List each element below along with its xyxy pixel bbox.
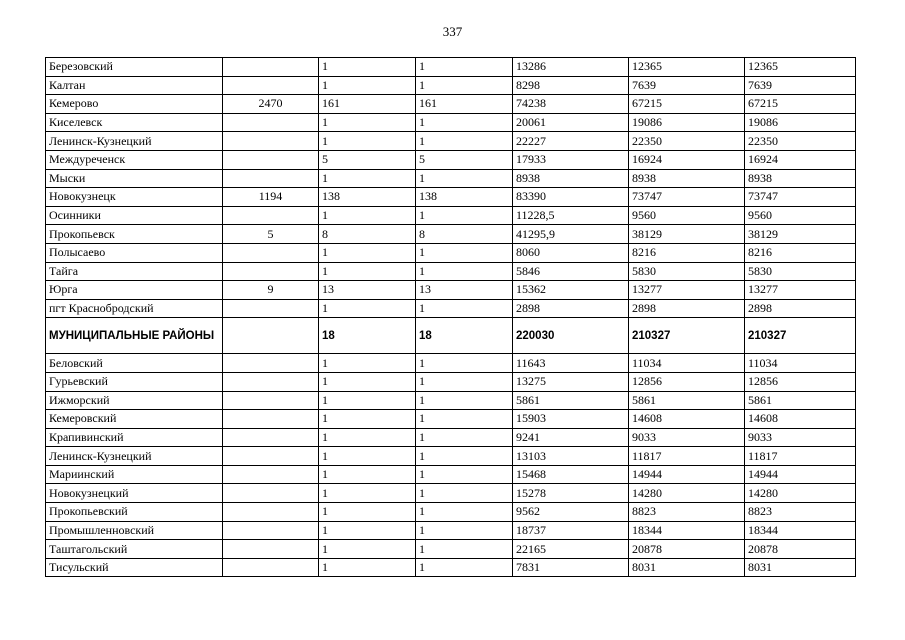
value-cell-6: 210327 xyxy=(745,318,856,354)
value-cell-3: 5 xyxy=(416,150,513,169)
value-cell-4: 13103 xyxy=(513,447,629,466)
value-cell-4: 15278 xyxy=(513,484,629,503)
value-cell-3: 1 xyxy=(416,262,513,281)
value-cell-5: 20878 xyxy=(629,540,745,559)
value-cell-6: 12365 xyxy=(745,58,856,77)
value-cell-3: 138 xyxy=(416,188,513,207)
table-row xyxy=(46,243,856,262)
data-table xyxy=(45,57,856,577)
value-cell-5: 12856 xyxy=(629,372,745,391)
value-cell-4: 8938 xyxy=(513,169,629,188)
value-cell-4: 18737 xyxy=(513,521,629,540)
value-cell-2: 1 xyxy=(319,206,416,225)
table-row xyxy=(46,281,856,300)
territory-name-cell: Калтан xyxy=(46,76,223,95)
territory-name-cell: Новокузнецк xyxy=(46,188,223,207)
value-cell-1 xyxy=(223,150,319,169)
territory-name-cell: Междуреченск xyxy=(46,150,223,169)
value-cell-2: 1 xyxy=(319,132,416,151)
value-cell-4: 15362 xyxy=(513,281,629,300)
value-cell-3: 1 xyxy=(416,465,513,484)
value-cell-3: 1 xyxy=(416,113,513,132)
table-row xyxy=(46,299,856,318)
value-cell-3: 1 xyxy=(416,428,513,447)
value-cell-3: 1 xyxy=(416,169,513,188)
territory-name-cell: Тайга xyxy=(46,262,223,281)
table-row xyxy=(46,447,856,466)
table-row xyxy=(46,76,856,95)
table-row xyxy=(46,428,856,447)
value-cell-4: 5846 xyxy=(513,262,629,281)
value-cell-3: 1 xyxy=(416,521,513,540)
table-row xyxy=(46,225,856,244)
value-cell-2: 1 xyxy=(319,428,416,447)
value-cell-5: 22350 xyxy=(629,132,745,151)
value-cell-4: 17933 xyxy=(513,150,629,169)
value-cell-5: 210327 xyxy=(629,318,745,354)
value-cell-5: 2898 xyxy=(629,299,745,318)
value-cell-5: 16924 xyxy=(629,150,745,169)
value-cell-1 xyxy=(223,299,319,318)
value-cell-6: 8031 xyxy=(745,558,856,577)
value-cell-3: 18 xyxy=(416,318,513,354)
value-cell-3: 1 xyxy=(416,540,513,559)
value-cell-1 xyxy=(223,169,319,188)
value-cell-2: 18 xyxy=(319,318,416,354)
value-cell-3: 1 xyxy=(416,484,513,503)
territory-name-cell: Мариинский xyxy=(46,465,223,484)
value-cell-5: 12365 xyxy=(629,58,745,77)
table-body xyxy=(46,58,856,577)
value-cell-5: 5861 xyxy=(629,391,745,410)
table-row xyxy=(46,150,856,169)
value-cell-4: 9562 xyxy=(513,503,629,522)
value-cell-4: 13275 xyxy=(513,372,629,391)
value-cell-5: 7639 xyxy=(629,76,745,95)
value-cell-5: 9560 xyxy=(629,206,745,225)
value-cell-6: 5861 xyxy=(745,391,856,410)
value-cell-6: 13277 xyxy=(745,281,856,300)
value-cell-4: 22227 xyxy=(513,132,629,151)
value-cell-5: 9033 xyxy=(629,428,745,447)
value-cell-1: 2470 xyxy=(223,95,319,114)
territory-name-cell: Беловский xyxy=(46,354,223,373)
territory-name-cell: Прокопьевский xyxy=(46,503,223,522)
value-cell-4: 9241 xyxy=(513,428,629,447)
value-cell-6: 19086 xyxy=(745,113,856,132)
value-cell-1 xyxy=(223,447,319,466)
value-cell-2: 1 xyxy=(319,113,416,132)
value-cell-1 xyxy=(223,58,319,77)
value-cell-3: 1 xyxy=(416,354,513,373)
table-row xyxy=(46,113,856,132)
territory-name-cell: Березовский xyxy=(46,58,223,77)
value-cell-3: 13 xyxy=(416,281,513,300)
value-cell-6: 14944 xyxy=(745,465,856,484)
value-cell-1: 1194 xyxy=(223,188,319,207)
value-cell-5: 38129 xyxy=(629,225,745,244)
value-cell-2: 1 xyxy=(319,169,416,188)
value-cell-1 xyxy=(223,484,319,503)
value-cell-3: 1 xyxy=(416,243,513,262)
table-row xyxy=(46,521,856,540)
value-cell-2: 1 xyxy=(319,484,416,503)
value-cell-2: 1 xyxy=(319,558,416,577)
table-row xyxy=(46,503,856,522)
value-cell-4: 8060 xyxy=(513,243,629,262)
value-cell-1 xyxy=(223,206,319,225)
value-cell-1 xyxy=(223,465,319,484)
value-cell-4: 22165 xyxy=(513,540,629,559)
value-cell-1 xyxy=(223,262,319,281)
value-cell-3: 1 xyxy=(416,76,513,95)
page-number: 337 xyxy=(442,24,463,39)
value-cell-1 xyxy=(223,372,319,391)
value-cell-4: 41295,9 xyxy=(513,225,629,244)
value-cell-4: 8298 xyxy=(513,76,629,95)
table-row xyxy=(46,465,856,484)
table-row xyxy=(46,262,856,281)
territory-name-cell: Прокопьевск xyxy=(46,225,223,244)
value-cell-1 xyxy=(223,132,319,151)
territory-name-cell: Гурьевский xyxy=(46,372,223,391)
value-cell-2: 138 xyxy=(319,188,416,207)
territory-name-cell: Киселевск xyxy=(46,113,223,132)
table-row xyxy=(46,188,856,207)
value-cell-6: 8216 xyxy=(745,243,856,262)
value-cell-4: 20061 xyxy=(513,113,629,132)
value-cell-3: 8 xyxy=(416,225,513,244)
value-cell-1 xyxy=(223,410,319,429)
value-cell-1 xyxy=(223,354,319,373)
value-cell-2: 1 xyxy=(319,372,416,391)
value-cell-5: 14280 xyxy=(629,484,745,503)
value-cell-2: 1 xyxy=(319,521,416,540)
value-cell-4: 5861 xyxy=(513,391,629,410)
value-cell-2: 1 xyxy=(319,447,416,466)
value-cell-3: 1 xyxy=(416,299,513,318)
table-row xyxy=(46,318,856,354)
territory-name-cell: Осинники xyxy=(46,206,223,225)
value-cell-6: 12856 xyxy=(745,372,856,391)
value-cell-5: 19086 xyxy=(629,113,745,132)
territory-name-cell: Кемеровский xyxy=(46,410,223,429)
value-cell-1 xyxy=(223,428,319,447)
value-cell-5: 5830 xyxy=(629,262,745,281)
value-cell-5: 67215 xyxy=(629,95,745,114)
value-cell-3: 1 xyxy=(416,410,513,429)
value-cell-5: 8216 xyxy=(629,243,745,262)
value-cell-5: 8938 xyxy=(629,169,745,188)
territory-name-cell: МУНИЦИПАЛЬНЫЕ РАЙОНЫ xyxy=(46,318,223,354)
table-row xyxy=(46,354,856,373)
value-cell-4: 74238 xyxy=(513,95,629,114)
table-row xyxy=(46,206,856,225)
value-cell-1 xyxy=(223,113,319,132)
value-cell-4: 220030 xyxy=(513,318,629,354)
value-cell-1 xyxy=(223,391,319,410)
value-cell-1 xyxy=(223,540,319,559)
territory-name-cell: Таштагольский xyxy=(46,540,223,559)
value-cell-3: 1 xyxy=(416,503,513,522)
value-cell-4: 2898 xyxy=(513,299,629,318)
value-cell-3: 1 xyxy=(416,206,513,225)
territory-name-cell: Ижморский xyxy=(46,391,223,410)
value-cell-5: 11034 xyxy=(629,354,745,373)
value-cell-3: 1 xyxy=(416,558,513,577)
value-cell-1 xyxy=(223,318,319,354)
value-cell-4: 11643 xyxy=(513,354,629,373)
value-cell-3: 1 xyxy=(416,58,513,77)
value-cell-2: 1 xyxy=(319,262,416,281)
value-cell-1 xyxy=(223,76,319,95)
value-cell-5: 8031 xyxy=(629,558,745,577)
table-row xyxy=(46,58,856,77)
value-cell-6: 38129 xyxy=(745,225,856,244)
value-cell-6: 22350 xyxy=(745,132,856,151)
table-row xyxy=(46,132,856,151)
value-cell-2: 5 xyxy=(319,150,416,169)
territory-name-cell: Ленинск-Кузнецкий xyxy=(46,132,223,151)
value-cell-3: 1 xyxy=(416,372,513,391)
value-cell-3: 1 xyxy=(416,132,513,151)
value-cell-2: 1 xyxy=(319,540,416,559)
value-cell-6: 5830 xyxy=(745,262,856,281)
value-cell-2: 1 xyxy=(319,410,416,429)
value-cell-5: 8823 xyxy=(629,503,745,522)
value-cell-6: 67215 xyxy=(745,95,856,114)
value-cell-2: 1 xyxy=(319,76,416,95)
territory-name-cell: Тисульский xyxy=(46,558,223,577)
value-cell-6: 14608 xyxy=(745,410,856,429)
value-cell-2: 13 xyxy=(319,281,416,300)
value-cell-2: 1 xyxy=(319,58,416,77)
value-cell-6: 2898 xyxy=(745,299,856,318)
value-cell-6: 16924 xyxy=(745,150,856,169)
value-cell-1 xyxy=(223,243,319,262)
value-cell-6: 7639 xyxy=(745,76,856,95)
table-row xyxy=(46,95,856,114)
value-cell-2: 1 xyxy=(319,299,416,318)
value-cell-2: 1 xyxy=(319,354,416,373)
value-cell-4: 13286 xyxy=(513,58,629,77)
value-cell-6: 8938 xyxy=(745,169,856,188)
value-cell-5: 73747 xyxy=(629,188,745,207)
territory-name-cell: Кемерово xyxy=(46,95,223,114)
table-row xyxy=(46,372,856,391)
value-cell-5: 14944 xyxy=(629,465,745,484)
territory-name-cell: Крапивинский xyxy=(46,428,223,447)
table-row xyxy=(46,410,856,429)
territory-name-cell: Полысаево xyxy=(46,243,223,262)
table-row xyxy=(46,391,856,410)
value-cell-6: 11034 xyxy=(745,354,856,373)
value-cell-2: 161 xyxy=(319,95,416,114)
value-cell-6: 11817 xyxy=(745,447,856,466)
territory-name-cell: Юрга xyxy=(46,281,223,300)
value-cell-1 xyxy=(223,558,319,577)
value-cell-6: 8823 xyxy=(745,503,856,522)
value-cell-5: 11817 xyxy=(629,447,745,466)
value-cell-1 xyxy=(223,503,319,522)
value-cell-3: 161 xyxy=(416,95,513,114)
value-cell-6: 18344 xyxy=(745,521,856,540)
value-cell-5: 14608 xyxy=(629,410,745,429)
value-cell-6: 14280 xyxy=(745,484,856,503)
value-cell-3: 1 xyxy=(416,391,513,410)
territory-name-cell: Промышленновский xyxy=(46,521,223,540)
value-cell-4: 11228,5 xyxy=(513,206,629,225)
value-cell-6: 20878 xyxy=(745,540,856,559)
value-cell-2: 1 xyxy=(319,503,416,522)
value-cell-2: 1 xyxy=(319,243,416,262)
value-cell-1: 5 xyxy=(223,225,319,244)
value-cell-4: 83390 xyxy=(513,188,629,207)
territory-name-cell: Новокузнецкий xyxy=(46,484,223,503)
value-cell-5: 13277 xyxy=(629,281,745,300)
value-cell-2: 1 xyxy=(319,391,416,410)
table-row xyxy=(46,169,856,188)
territory-name-cell: Ленинск-Кузнецкий xyxy=(46,447,223,466)
value-cell-5: 18344 xyxy=(629,521,745,540)
value-cell-1 xyxy=(223,521,319,540)
table-row xyxy=(46,540,856,559)
value-cell-1: 9 xyxy=(223,281,319,300)
value-cell-2: 8 xyxy=(319,225,416,244)
value-cell-6: 9033 xyxy=(745,428,856,447)
table-row xyxy=(46,484,856,503)
value-cell-6: 9560 xyxy=(745,206,856,225)
territory-name-cell: Мыски xyxy=(46,169,223,188)
value-cell-6: 73747 xyxy=(745,188,856,207)
territory-name-cell: пгт Краснобродский xyxy=(46,299,223,318)
value-cell-3: 1 xyxy=(416,447,513,466)
value-cell-2: 1 xyxy=(319,465,416,484)
value-cell-4: 15468 xyxy=(513,465,629,484)
table-row xyxy=(46,558,856,577)
value-cell-4: 7831 xyxy=(513,558,629,577)
value-cell-4: 15903 xyxy=(513,410,629,429)
